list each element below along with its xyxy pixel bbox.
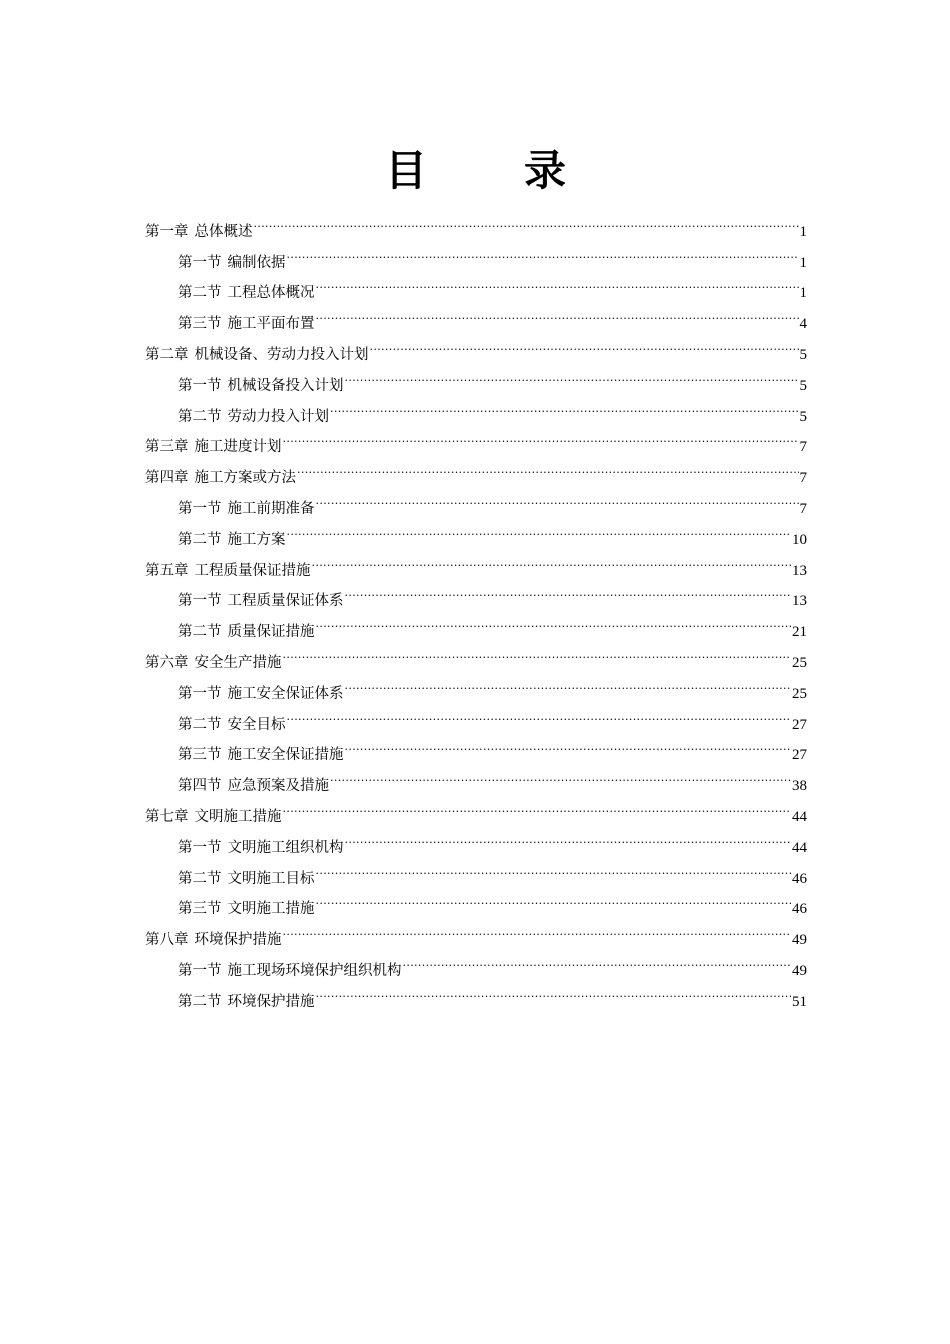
- toc-page-number: 46: [792, 870, 807, 887]
- toc-entry-title: 机械设备、劳动力投入计划: [194, 346, 369, 363]
- toc-leader-dots: [316, 975, 792, 1006]
- toc-entry-label: [178, 371, 344, 402]
- toc-entry-label: [145, 925, 282, 956]
- toc-entry-number: 第二节: [178, 993, 222, 1010]
- toc-entry-number: 第八章: [145, 932, 189, 949]
- toc-page-number: 1: [799, 285, 807, 302]
- toc-entry-label: [178, 248, 286, 279]
- toc-entry-title: 文明施工组织机构: [227, 839, 344, 856]
- toc-entry-number: 第七章: [145, 808, 189, 825]
- toc-entry-number: 第一节: [178, 593, 222, 610]
- toc-leader-dots: [283, 636, 792, 667]
- toc-entry-number: 第一节: [178, 839, 222, 856]
- toc-page-number: 25: [792, 654, 807, 671]
- toc-entry-number: 第二节: [178, 870, 222, 887]
- toc-entry-title: 编制依据: [227, 254, 286, 271]
- toc-page-number: 44: [792, 839, 807, 856]
- toc-page-number: 13: [792, 593, 807, 610]
- toc-leader-dots: [345, 359, 799, 390]
- toc-leader-dots: [330, 390, 799, 421]
- toc-leader-dots: [316, 297, 799, 328]
- toc-entry-title: 施工前期准备: [227, 500, 315, 517]
- toc-entry-title: 劳动力投入计划: [227, 408, 329, 425]
- toc-leader-dots: [254, 205, 799, 236]
- toc-chapter-entry[interactable]: [145, 205, 807, 240]
- toc-entry-number: 第五章: [145, 562, 189, 579]
- toc-page-number: 7: [799, 439, 807, 456]
- toc-entry-title: 施工安全保证体系: [227, 685, 344, 702]
- toc-leader-dots: [283, 421, 799, 452]
- toc-leader-dots: [287, 513, 792, 544]
- toc-entry-label: [178, 278, 315, 309]
- toc-page-number: 5: [799, 377, 807, 394]
- toc-page-number: 10: [792, 531, 807, 548]
- toc-entry-title: 总体概述: [194, 223, 253, 240]
- toc-leader-dots: [312, 544, 792, 575]
- toc-entry-number: 第六章: [145, 654, 189, 671]
- toc-leader-dots: [297, 451, 799, 482]
- toc-entry-title: 文明施工措施: [194, 808, 282, 825]
- toc-entry-label: [178, 987, 315, 1018]
- toc-entry-title: 施工方案或方法: [194, 470, 296, 487]
- toc-entry-title: 工程总体概况: [227, 285, 315, 302]
- toc-entry-number: 第三节: [178, 747, 222, 764]
- toc-entry-title: 安全生产措施: [194, 654, 282, 671]
- toc-leader-dots: [345, 729, 792, 760]
- toc-page-number: 4: [799, 316, 807, 333]
- toc-leader-dots: [370, 328, 799, 359]
- toc-entry-title: 环境保护措施: [227, 993, 315, 1010]
- toc-entry-label: [145, 802, 282, 833]
- toc-leader-dots: [287, 698, 792, 729]
- toc-leader-dots: [283, 790, 792, 821]
- toc-entry-number: 第二节: [178, 716, 222, 733]
- toc-leader-dots: [316, 852, 792, 883]
- toc-entry-number: 第一节: [178, 500, 222, 517]
- toc-entry-number: 第二节: [178, 624, 222, 641]
- toc-entry-label: [145, 556, 311, 587]
- toc-entry-number: 第三章: [145, 439, 189, 456]
- toc-entry-number: 第四章: [145, 470, 189, 487]
- toc-entry-label: [178, 740, 344, 771]
- toc-leader-dots: [330, 759, 791, 790]
- toc-entry-number: 第三节: [178, 901, 222, 918]
- toc-page-number: 38: [792, 778, 807, 795]
- toc-entry-label: [178, 525, 286, 556]
- toc-entry-label: [145, 648, 282, 679]
- toc-entry-title: 文明施工措施: [227, 901, 315, 918]
- toc-leader-dots: [403, 944, 792, 975]
- toc-leader-dots: [316, 482, 799, 513]
- toc-entry-number: 第一节: [178, 685, 222, 702]
- toc-entry-title: 质量保证措施: [227, 624, 315, 641]
- toc-entry-label: [178, 710, 286, 741]
- toc-page-number: 49: [792, 962, 807, 979]
- toc-entry-number: 第一节: [178, 377, 222, 394]
- toc-page-number: 27: [792, 747, 807, 764]
- title-char-2: 录: [524, 146, 567, 196]
- toc-page-number: 44: [792, 808, 807, 825]
- toc-page-number: 49: [792, 932, 807, 949]
- toc-entry-label: [145, 217, 253, 248]
- toc-page-number: 27: [792, 716, 807, 733]
- toc-leader-dots: [287, 236, 799, 267]
- toc-page-number: 1: [799, 223, 807, 240]
- toc-entry-number: 第二节: [178, 531, 222, 548]
- toc-entry-number: 第三节: [178, 316, 222, 333]
- toc-entry-title: 文明施工目标: [227, 870, 315, 887]
- toc-page-number: 25: [792, 685, 807, 702]
- toc-entry-label: [145, 463, 296, 494]
- toc-page-number: 5: [799, 408, 807, 425]
- toc-leader-dots: [345, 575, 792, 606]
- toc-entry-title: 施工现场环境保护组织机构: [227, 962, 402, 979]
- toc-entry-label: [178, 309, 315, 340]
- toc-leader-dots: [345, 821, 792, 852]
- title-char-1: 目: [385, 146, 428, 196]
- toc-entry-number: 第一节: [178, 962, 222, 979]
- toc-page-number: 46: [792, 901, 807, 918]
- toc-leader-dots: [316, 267, 799, 298]
- toc-entry-label: [145, 340, 369, 371]
- toc-leader-dots: [345, 667, 792, 698]
- toc-entry-title: 施工平面布置: [227, 316, 315, 333]
- toc-entry-title: 施工安全保证措施: [227, 747, 344, 764]
- toc-entry-number: 第一节: [178, 254, 222, 271]
- toc-page-number: 7: [799, 470, 807, 487]
- toc-page-number: 7: [799, 500, 807, 517]
- toc-entry-title: 施工进度计划: [194, 439, 282, 456]
- toc-entry-title: 机械设备投入计划: [227, 377, 344, 394]
- toc-entry-title: 施工方案: [227, 531, 286, 548]
- toc-entry-number: 第二节: [178, 285, 222, 302]
- toc-entry-title: 工程质量保证体系: [227, 593, 344, 610]
- toc-entry-number: 第二章: [145, 346, 189, 363]
- toc-entry-label: [178, 864, 315, 895]
- toc-leader-dots: [316, 605, 792, 636]
- toc-entry-number: 第二节: [178, 408, 222, 425]
- toc-entry-number: 第四节: [178, 778, 222, 795]
- toc-entry-title: 安全目标: [227, 716, 286, 733]
- toc-leader-dots: [283, 913, 792, 944]
- toc-page-number: 1: [799, 254, 807, 271]
- toc-page-number: 5: [799, 346, 807, 363]
- toc-entry-title: 应急预案及措施: [227, 778, 329, 795]
- toc-entry-title: 环境保护措施: [194, 932, 282, 949]
- toc-page-number: 51: [792, 993, 807, 1010]
- table-of-contents: [145, 205, 807, 1010]
- toc-entry-label: [145, 432, 282, 463]
- toc-page-number: 13: [792, 562, 807, 579]
- toc-entry-title: 工程质量保证措施: [194, 562, 311, 579]
- toc-leader-dots: [316, 883, 792, 914]
- toc-page-number: 21: [792, 624, 807, 641]
- toc-entry-number: 第一章: [145, 223, 189, 240]
